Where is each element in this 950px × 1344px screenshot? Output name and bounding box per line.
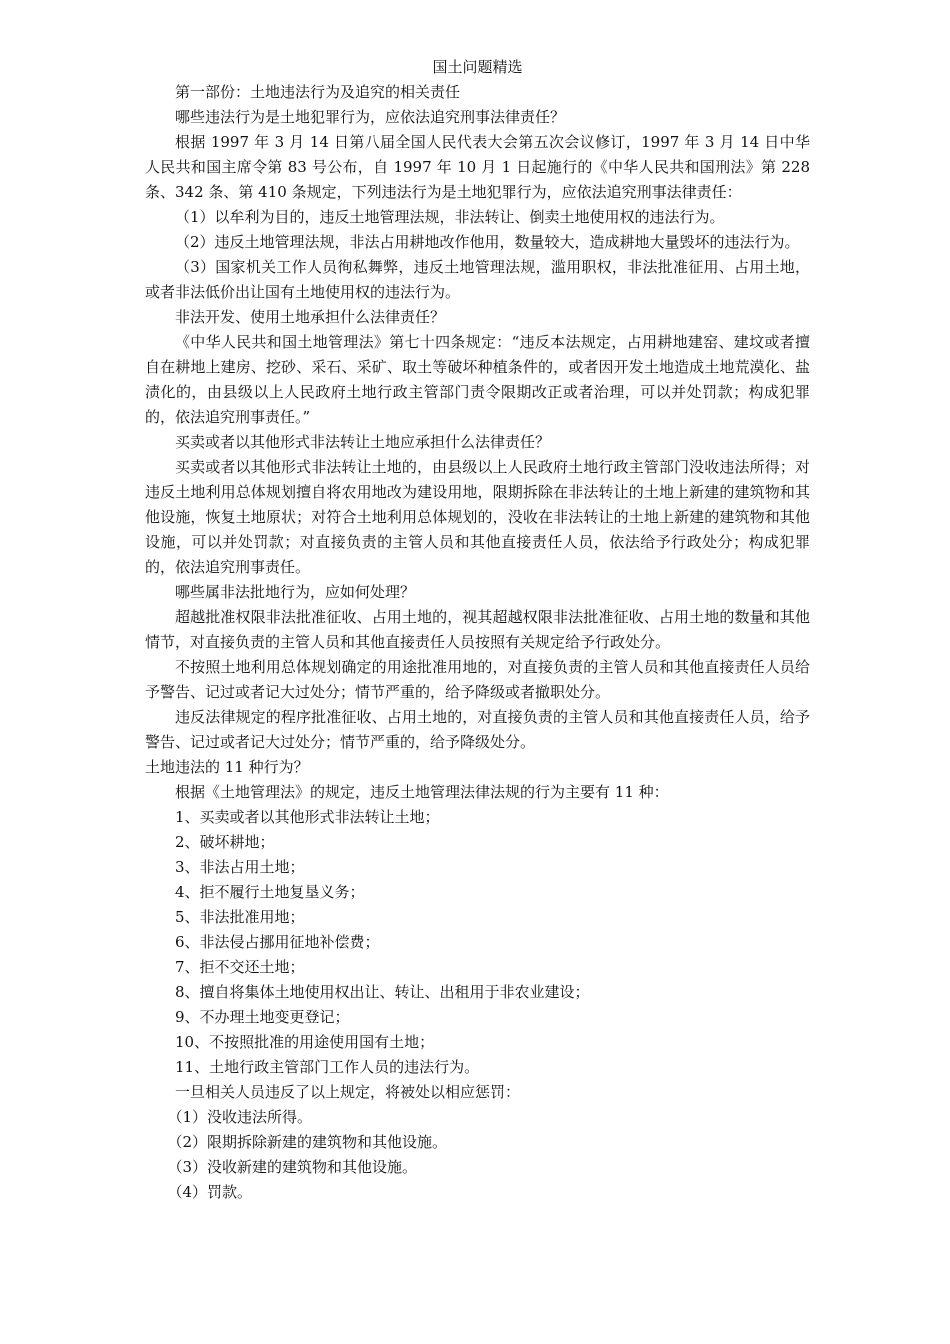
paragraph: 9、不办理土地变更登记； <box>175 1008 350 1026</box>
paragraph: 根据《土地管理法》的规定，违反土地管理法律法规的行为主要有 11 种： <box>175 783 669 801</box>
paragraph: 根据 1997 年 3 月 14 日第八届全国人民代表大会第五次会议修订，1997 年 3 月 14 日中华人民共和国主席令第 83 号公布，自 1997 年 10 月 1 日起施行的《中华人民共和国刑法》第 228 条、342 条、第 410 条规定，下列违法行为是土地犯罪行为，应依法追究刑事法律责任： <box>145 133 810 201</box>
paragraph: 《中华人民共和国土地管理法》第七十四条规定：“违反本法规定，占用耕地建窑、建坟或者擅自在耕地上建房、挖砂、采石、采矿、取土等破坏种植条件的，或者因开发土地造成土地荒漠化、盐渍化的，由县级以上人民政府土地行政主管部门责令限期改正或者治理，可以并处罚款；构成犯罪的，依法追究刑事责任。” <box>145 333 810 426</box>
paragraph: 买卖或者以其他形式非法转让土地应承担什么法律责任？ <box>175 433 551 451</box>
paragraph: 6、非法侵占挪用征地补偿费； <box>175 933 380 951</box>
paragraph: 买卖或者以其他形式非法转让土地的，由县级以上人民政府土地行政主管部门没收违法所得；对违反土地利用总体规划擅自将农用地改为建设用地，限期拆除在非法转让的土地上新建的建筑物和其他设施，恢复土地原状；对符合土地利用总体规划的，没收在非法转让的土地上新建的建筑物和其他设施，可以并处罚款；对直接负责的主管人员和其他直接责任人员，依法给予行政处分；构成犯罪的，依法追究刑事责任。 <box>145 458 810 576</box>
paragraph: （3）国家机关工作人员徇私舞弊，违反土地管理法规，滥用职权，非法批准征用、占用土地，或者非法低价出让国有土地使用权的违法行为。 <box>145 258 810 301</box>
paragraph: 第一部份：土地违法行为及追究的相关责任 <box>175 83 461 101</box>
paragraph: 1、买卖或者以其他形式非法转让土地； <box>175 808 440 826</box>
paragraph: （2）限期拆除新建的建筑物和其他设施。 <box>167 1133 448 1151</box>
paragraph: 不按照土地利用总体规划确定的用途批准用地的，对直接负责的主管人员和其他直接责任人员给予警告、记过或者记大过处分；情节严重的，给予降级或者撤职处分。 <box>145 658 810 701</box>
paragraph: 2、破坏耕地； <box>175 833 275 851</box>
paragraph: 哪些属非法批地行为，应如何处理？ <box>175 583 416 601</box>
paragraph: （3）没收新建的建筑物和其他设施。 <box>167 1158 418 1176</box>
document-title: 国土问题精选 <box>432 58 523 76</box>
paragraph: （2）违反土地管理法规，非法占用耕地改作他用，数量较大，造成耕地大量毁坏的违法行为。 <box>175 233 800 251</box>
paragraph: 超越批准权限非法批准征收、占用土地的，视其超越权限非法批准征收、占用土地的数量和其他情节，对直接负责的主管人员和其他直接责任人员按照有关规定给予行政处分。 <box>145 608 810 651</box>
paragraph: 7、拒不交还土地； <box>175 958 305 976</box>
paragraph: 3、非法占用土地； <box>175 858 305 876</box>
paragraph: 10、不按照批准的用途使用国有土地； <box>175 1033 435 1051</box>
paragraph: 一旦相关人员违反了以上规定，将被处以相应惩罚： <box>175 1083 521 1101</box>
document-body <box>145 80 810 1205</box>
paragraph: （1）没收违法所得。 <box>167 1108 313 1126</box>
paragraph: 11、土地行政主管部门工作人员的违法行为。 <box>175 1058 480 1076</box>
document-page <box>145 55 810 1205</box>
paragraph: 8、擅自将集体土地使用权出让、转让、出租用于非农业建设； <box>175 983 590 1001</box>
paragraph: 违反法律规定的程序批准征收、占用土地的，对直接负责的主管人员和其他直接责任人员，给予警告、记过或者记大过处分；情节严重的，给予降级处分。 <box>145 708 810 751</box>
paragraph: 非法开发、使用土地承担什么法律责任？ <box>175 308 446 326</box>
paragraph: 4、拒不履行土地复垦义务； <box>175 883 365 901</box>
paragraph: 土地违法的 11 种行为？ <box>145 758 309 776</box>
paragraph: （1）以牟利为目的，违反土地管理法规，非法转让、倒卖土地使用权的违法行为。 <box>175 208 725 226</box>
paragraph: 5、非法批准用地； <box>175 908 305 926</box>
paragraph: 哪些违法行为是土地犯罪行为，应依法追究刑事法律责任？ <box>175 108 566 126</box>
paragraph: （4）罚款。 <box>167 1183 253 1201</box>
